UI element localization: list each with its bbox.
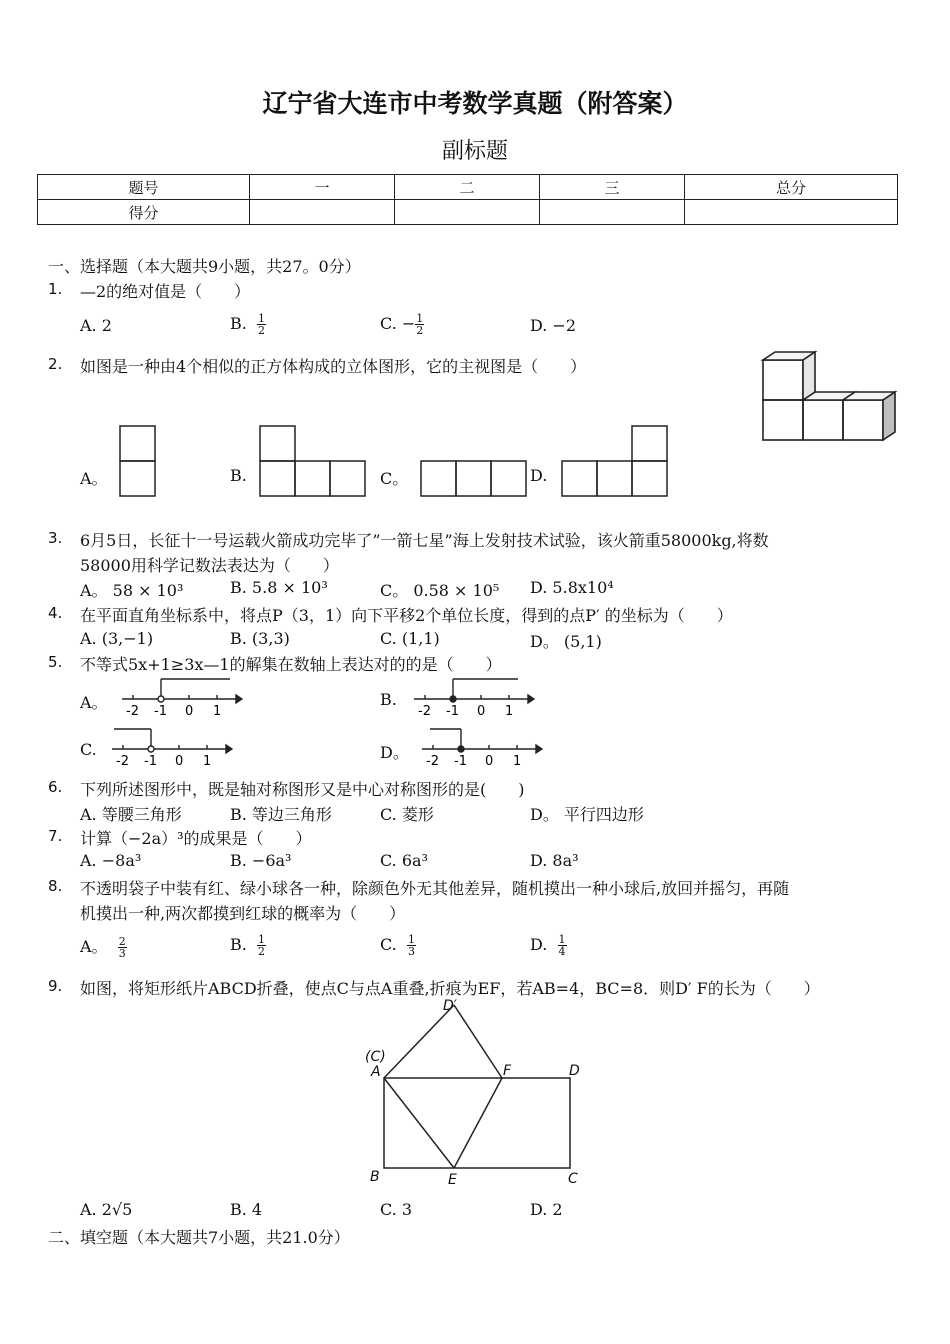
q7-option-a: A. −8a³: [80, 851, 142, 870]
tick-label: -2: [126, 704, 139, 719]
score-table-score-row: [38, 200, 898, 225]
page-subtitle: 副标题: [441, 139, 508, 164]
question-6-text: 下列所述图形中，既是轴对称图形又是中心对称图形的是( ): [80, 780, 525, 799]
q9-option-c: C. 3: [380, 1200, 413, 1219]
option-label: A。: [80, 937, 108, 956]
question-3-text-line1: 6月5日，长征十一号运载火箭成功完毕了”一箭七星”海上发射技术试验，该火箭重58000kg,将数: [80, 531, 769, 550]
option-label: C.: [380, 935, 397, 954]
q4-option-a: A. (3,−1): [80, 629, 154, 648]
q6-option-a: A. 等腰三角形: [80, 805, 182, 824]
tick-label: -1: [144, 754, 157, 769]
q5-option-d: D。: [380, 743, 409, 762]
q9-folding-figure: [355, 995, 595, 1190]
q5-option-b: B.: [380, 690, 397, 709]
tick-label: 1: [505, 704, 514, 719]
question-number: 8.: [48, 877, 63, 895]
question-number: 5.: [48, 653, 63, 671]
score-table-header-cell: 总分: [685, 175, 898, 200]
numerator: 1: [558, 933, 566, 946]
fraction: [415, 313, 424, 336]
q2-option-a: A。: [80, 469, 108, 488]
tick-label: -2: [426, 754, 439, 769]
tick-label: 0: [175, 754, 184, 769]
denominator: 2: [416, 324, 424, 337]
point-label-e: E: [448, 1172, 457, 1188]
question-number: 9.: [48, 977, 63, 995]
question-number: 4.: [48, 604, 63, 622]
q9-option-a: A. 2√5: [80, 1200, 133, 1219]
question-number: 7.: [48, 827, 63, 845]
q5-option-d-numberline: [418, 725, 543, 769]
denominator: 4: [558, 945, 566, 958]
numerator: 1: [258, 312, 266, 325]
tick-label: -1: [154, 704, 167, 719]
q1-option-b: [230, 313, 266, 336]
fraction: [257, 934, 266, 957]
question-1-text: —2的绝对值是（ ）: [80, 282, 251, 301]
q6-option-c: C. 菱形: [380, 805, 434, 824]
q2-option-b: B.: [230, 466, 247, 485]
q5-option-a-numberline: [118, 675, 243, 719]
score-table-row-label: 得分: [38, 200, 250, 225]
score-cell: [395, 200, 540, 225]
question-3-text-line2: 58000用科学记数法表达为（ ）: [80, 556, 339, 575]
fraction: [407, 934, 416, 957]
question-number: 6.: [48, 778, 63, 796]
point-label-c-paren: (C): [365, 1049, 386, 1065]
tick-label: -1: [446, 704, 459, 719]
score-table-header-cell: 三: [540, 175, 685, 200]
option-label: B.: [230, 935, 247, 954]
score-table-header-row: [38, 175, 898, 200]
denominator: 3: [407, 945, 415, 958]
section-heading-choice: 一、选择题（本大题共9小题，共27。0分）: [48, 257, 361, 276]
q2-option-d-figure: [560, 424, 670, 498]
question-8-text-line1: 不透明袋子中装有红、绿小球各一种，除颜色外无其他差异，随机摸出一种小球后,放回并摇匀，再随: [80, 879, 790, 898]
q1-option-c: [380, 313, 424, 336]
tick-label: 0: [477, 704, 486, 719]
point-label-f: F: [503, 1063, 512, 1079]
question-number: 1.: [48, 280, 63, 298]
q3-option-c: C。 0.58 × 10⁵: [380, 581, 500, 600]
point-label-d: D: [569, 1063, 580, 1079]
score-cell: [250, 200, 395, 225]
tick-label: -1: [454, 754, 467, 769]
q2-option-a-figure: [118, 424, 158, 498]
q8-option-d: [530, 934, 567, 957]
fraction: [558, 934, 567, 957]
q3-option-d: D. 5.8x10⁴: [530, 578, 614, 597]
point-label-c: C: [568, 1171, 578, 1187]
q1-option-a: A. 2: [80, 316, 112, 335]
score-cell: [540, 200, 685, 225]
tick-label: 1: [213, 704, 222, 719]
q2-option-c: C。: [380, 469, 409, 488]
fraction: [257, 313, 266, 336]
q7-option-d: D. 8a³: [530, 851, 579, 870]
q5-option-b-numberline: [410, 675, 535, 719]
score-cell: [685, 200, 898, 225]
tick-label: 0: [185, 704, 194, 719]
tick-label: -2: [418, 704, 431, 719]
q3-option-a: A。 58 × 10³: [80, 581, 184, 600]
q5-option-c-numberline: [108, 725, 233, 769]
q4-option-b: B. (3,3): [230, 629, 290, 648]
q6-option-b: B. 等边三角形: [230, 805, 332, 824]
point-label-b: B: [370, 1169, 380, 1185]
question-number: 3.: [48, 529, 63, 547]
question-7-text: 计算（−2a）³的成果是（ ）: [80, 829, 312, 848]
q9-option-d: D. 2: [530, 1200, 563, 1219]
question-8-text-line2: 机摸出一种,两次都摸到红球的概率为（ ）: [80, 904, 406, 923]
q2-solid-figure: [755, 350, 905, 446]
question-5-text: 不等式5x+1≥3x—1的解集在数轴上表达对的的是（ ）: [80, 655, 502, 674]
point-label-d-prime: D′: [443, 998, 457, 1014]
denominator: 2: [258, 324, 266, 337]
tick-label: -2: [116, 754, 129, 769]
tick-label: 0: [485, 754, 494, 769]
q1-option-d: D. −2: [530, 316, 577, 335]
point-label-a: A: [371, 1064, 381, 1080]
q2-option-c-figure: [419, 459, 529, 499]
q5-option-a: A。: [80, 693, 108, 712]
q6-option-d: D。 平行四边形: [530, 805, 644, 824]
q2-option-b-figure: [258, 424, 368, 498]
q7-option-b: B. −6a³: [230, 851, 292, 870]
question-number: 2.: [48, 355, 63, 373]
numerator: 1: [416, 312, 424, 325]
q2-option-d: D.: [530, 466, 548, 485]
score-table-header-cell: 一: [250, 175, 395, 200]
q5-option-c: C.: [80, 740, 97, 759]
page-title: 辽宁省大连市中考数学真题（附答案）: [262, 89, 688, 118]
q8-option-c: [380, 934, 416, 957]
score-table-header-cell: 二: [395, 175, 540, 200]
q3-option-b: B. 5.8 × 10³: [230, 578, 328, 597]
tick-label: 1: [513, 754, 522, 769]
question-9-text: 如图，将矩形纸片ABCD折叠，使点C与点A重叠,折痕为EF，若AB=4，BC=8．则D′ F的长为（ ）: [80, 979, 820, 998]
q9-option-b: B. 4: [230, 1200, 263, 1219]
q4-option-c: C. (1,1): [380, 629, 440, 648]
q8-option-a: [80, 934, 127, 959]
denominator: 3: [118, 947, 126, 960]
option-label: B.: [230, 314, 247, 333]
q7-option-c: C. 6a³: [380, 851, 428, 870]
score-table-header-cell: 题号: [38, 175, 250, 200]
score-table: [37, 174, 898, 225]
option-label: C. −: [380, 314, 416, 333]
question-2-text: 如图是一种由4个相似的正方体构成的立体图形，它的主视图是（ ）: [80, 357, 587, 376]
numerator: 2: [118, 935, 126, 948]
tick-label: 1: [203, 754, 212, 769]
fraction: [118, 936, 127, 959]
denominator: 2: [258, 945, 266, 958]
numerator: 1: [407, 933, 415, 946]
section-heading-fill-blank: 二、填空题（本大题共7小题，共21.0分）: [48, 1228, 350, 1247]
q4-option-d: D。 (5,1): [530, 632, 602, 651]
option-label: D.: [530, 935, 548, 954]
q8-option-b: [230, 934, 266, 957]
numerator: 1: [258, 933, 266, 946]
question-4-text: 在平面直角坐标系中，将点P（3，1）向下平移2个单位长度，得到的点P′ 的坐标为（ ）: [80, 606, 733, 625]
